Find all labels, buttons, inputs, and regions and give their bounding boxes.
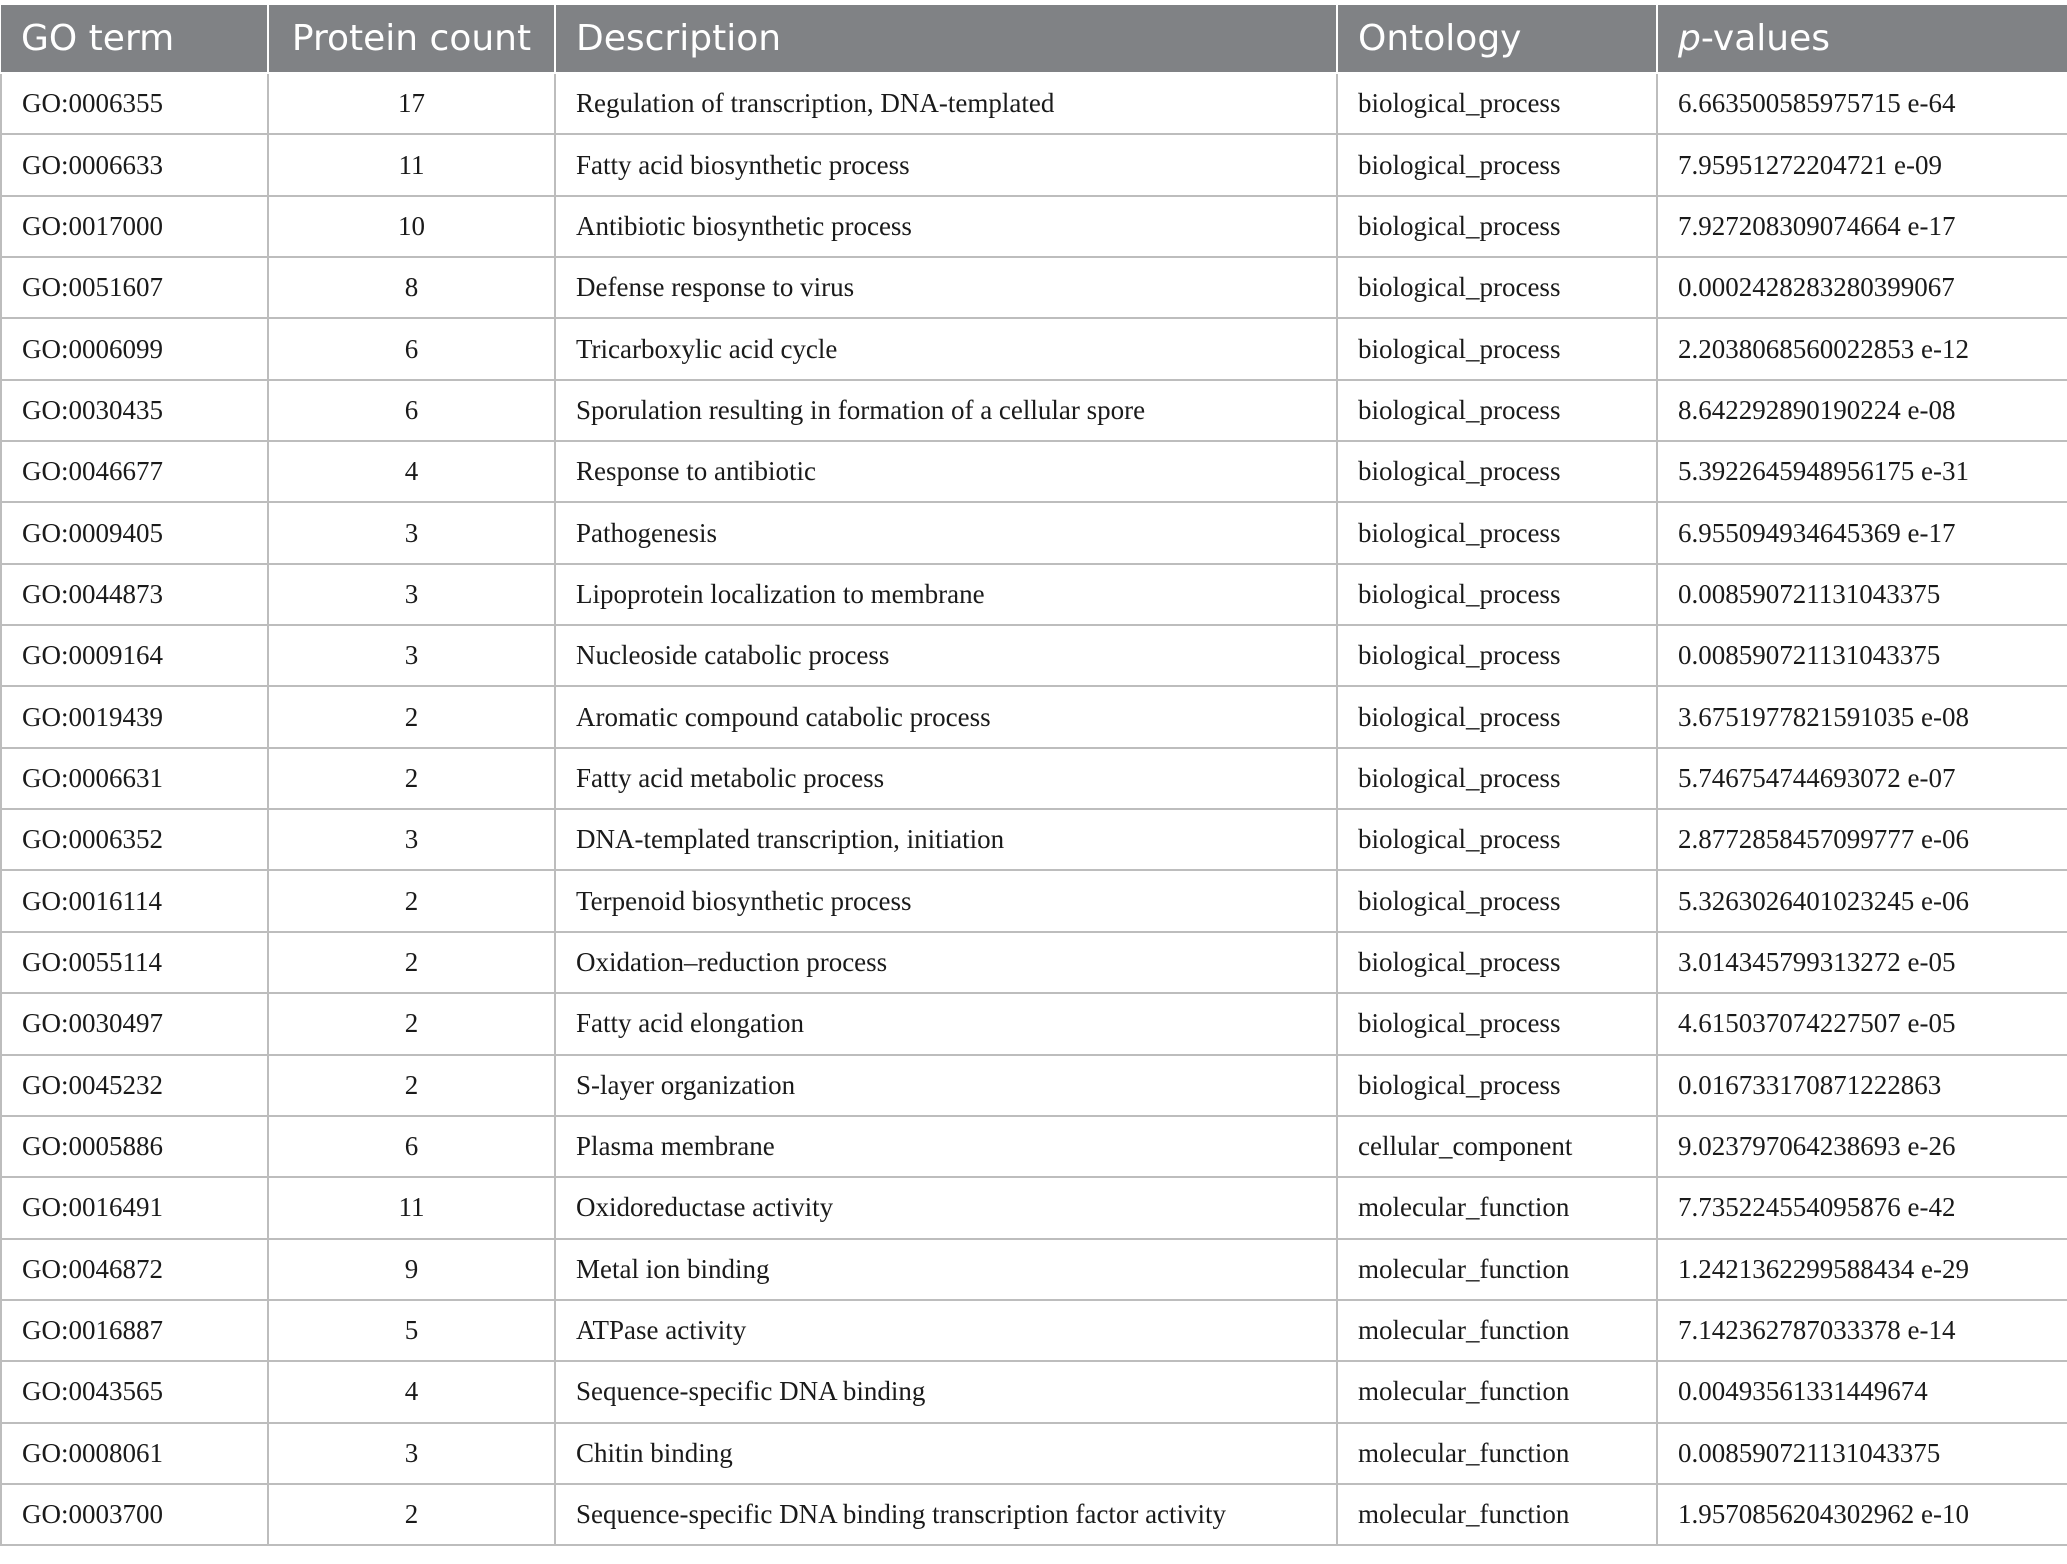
header-protein-count: Protein count: [268, 5, 555, 73]
cell-ontology: cellular_component: [1337, 1116, 1657, 1177]
cell-go-term: GO:0009164: [1, 625, 268, 686]
cell-ontology: biological_process: [1337, 380, 1657, 441]
cell-protein-count: 6: [268, 1116, 555, 1177]
cell-go-term: GO:0016887: [1, 1300, 268, 1361]
cell-p-value: 0.0002428283280399067: [1657, 257, 2067, 318]
cell-p-value: 8.642292890190224 e-08: [1657, 380, 2067, 441]
table-row: [1, 1116, 2067, 1177]
cell-p-value: 1.9570856204302962 e-10: [1657, 1484, 2067, 1545]
table-row: [1, 196, 2067, 257]
cell-description: Tricarboxylic acid cycle: [555, 318, 1337, 379]
table-row: [1, 564, 2067, 625]
cell-p-value: 0.008590721131043375: [1657, 1423, 2067, 1484]
cell-go-term: GO:0006099: [1, 318, 268, 379]
header-ontology: Ontology: [1337, 5, 1657, 73]
header-go-term: GO term: [1, 5, 268, 73]
cell-go-term: GO:0016491: [1, 1177, 268, 1238]
table-row: [1, 809, 2067, 870]
table-row: [1, 441, 2067, 502]
cell-description: Lipoprotein localization to membrane: [555, 564, 1337, 625]
table-body: [1, 73, 2067, 1545]
table-row: [1, 134, 2067, 195]
table-row: [1, 993, 2067, 1054]
table-row: [1, 318, 2067, 379]
cell-p-value: 6.955094934645369 e-17: [1657, 502, 2067, 563]
cell-p-value: 1.2421362299588434 e-29: [1657, 1239, 2067, 1300]
cell-go-term: GO:0008061: [1, 1423, 268, 1484]
cell-protein-count: 11: [268, 1177, 555, 1238]
cell-go-term: GO:0009405: [1, 502, 268, 563]
cell-go-term: GO:0045232: [1, 1055, 268, 1116]
cell-description: Response to antibiotic: [555, 441, 1337, 502]
cell-go-term: GO:0006352: [1, 809, 268, 870]
cell-protein-count: 2: [268, 748, 555, 809]
cell-description: Plasma membrane: [555, 1116, 1337, 1177]
cell-ontology: molecular_function: [1337, 1484, 1657, 1545]
cell-protein-count: 2: [268, 1484, 555, 1545]
table-row: [1, 1423, 2067, 1484]
cell-description: Nucleoside catabolic process: [555, 625, 1337, 686]
cell-p-value: 0.00493561331449674: [1657, 1361, 2067, 1422]
cell-protein-count: 3: [268, 809, 555, 870]
cell-go-term: GO:0030497: [1, 993, 268, 1054]
cell-description: Oxidation–reduction process: [555, 932, 1337, 993]
table-row: [1, 686, 2067, 747]
cell-protein-count: 6: [268, 318, 555, 379]
cell-protein-count: 8: [268, 257, 555, 318]
table-row: [1, 1361, 2067, 1422]
cell-p-value: 5.746754744693072 e-07: [1657, 748, 2067, 809]
cell-go-term: GO:0046872: [1, 1239, 268, 1300]
table-row: [1, 1055, 2067, 1116]
cell-description: S-layer organization: [555, 1055, 1337, 1116]
cell-description: Regulation of transcription, DNA-templated: [555, 73, 1337, 134]
cell-description: Sequence-specific DNA binding: [555, 1361, 1337, 1422]
header-row: [1, 5, 2067, 73]
cell-go-term: GO:0005886: [1, 1116, 268, 1177]
cell-protein-count: 10: [268, 196, 555, 257]
cell-ontology: biological_process: [1337, 809, 1657, 870]
cell-description: ATPase activity: [555, 1300, 1337, 1361]
cell-p-value: 7.142362787033378 e-14: [1657, 1300, 2067, 1361]
cell-ontology: molecular_function: [1337, 1423, 1657, 1484]
cell-go-term: GO:0046677: [1, 441, 268, 502]
cell-p-value: 3.6751977821591035 e-08: [1657, 686, 2067, 747]
cell-go-term: GO:0006355: [1, 73, 268, 134]
cell-ontology: molecular_function: [1337, 1239, 1657, 1300]
cell-ontology: molecular_function: [1337, 1361, 1657, 1422]
cell-go-term: GO:0030435: [1, 380, 268, 441]
cell-ontology: biological_process: [1337, 441, 1657, 502]
cell-p-value: 7.735224554095876 e-42: [1657, 1177, 2067, 1238]
cell-ontology: biological_process: [1337, 502, 1657, 563]
cell-p-value: 7.927208309074664 e-17: [1657, 196, 2067, 257]
cell-p-value: 9.023797064238693 e-26: [1657, 1116, 2067, 1177]
cell-description: Fatty acid biosynthetic process: [555, 134, 1337, 195]
table-row: [1, 1177, 2067, 1238]
cell-description: Defense response to virus: [555, 257, 1337, 318]
cell-description: Fatty acid elongation: [555, 993, 1337, 1054]
cell-ontology: biological_process: [1337, 686, 1657, 747]
table-row: [1, 1484, 2067, 1545]
cell-p-value: 0.008590721131043375: [1657, 625, 2067, 686]
cell-protein-count: 2: [268, 993, 555, 1054]
cell-ontology: biological_process: [1337, 196, 1657, 257]
cell-p-value: 5.3263026401023245 e-06: [1657, 870, 2067, 931]
cell-protein-count: 6: [268, 380, 555, 441]
table-row: [1, 870, 2067, 931]
cell-protein-count: 5: [268, 1300, 555, 1361]
cell-go-term: GO:0006633: [1, 134, 268, 195]
cell-ontology: biological_process: [1337, 625, 1657, 686]
cell-go-term: GO:0019439: [1, 686, 268, 747]
cell-p-value: 2.2038068560022853 e-12: [1657, 318, 2067, 379]
table-row: [1, 502, 2067, 563]
cell-ontology: biological_process: [1337, 1055, 1657, 1116]
cell-ontology: biological_process: [1337, 564, 1657, 625]
cell-go-term: GO:0006631: [1, 748, 268, 809]
header-p-values: [1657, 5, 2067, 73]
cell-go-term: GO:0055114: [1, 932, 268, 993]
cell-protein-count: 2: [268, 932, 555, 993]
cell-p-value: 4.615037074227507 e-05: [1657, 993, 2067, 1054]
table-header: [1, 5, 2067, 73]
cell-protein-count: 3: [268, 625, 555, 686]
table-row: [1, 73, 2067, 134]
table-row: [1, 625, 2067, 686]
table-row: [1, 380, 2067, 441]
cell-description: Aromatic compound catabolic process: [555, 686, 1337, 747]
table-row: [1, 1239, 2067, 1300]
cell-ontology: molecular_function: [1337, 1300, 1657, 1361]
header-p-values-italic: p: [1678, 18, 1701, 59]
cell-description: Sequence-specific DNA binding transcription factor activity: [555, 1484, 1337, 1545]
cell-description: Pathogenesis: [555, 502, 1337, 563]
cell-p-value: 0.008590721131043375: [1657, 564, 2067, 625]
cell-description: Oxidoreductase activity: [555, 1177, 1337, 1238]
cell-ontology: biological_process: [1337, 257, 1657, 318]
table-row: [1, 932, 2067, 993]
cell-ontology: biological_process: [1337, 932, 1657, 993]
cell-go-term: GO:0044873: [1, 564, 268, 625]
header-p-values-suffix: -values: [1700, 18, 1830, 59]
cell-description: Antibiotic biosynthetic process: [555, 196, 1337, 257]
cell-p-value: 6.663500585975715 e-64: [1657, 73, 2067, 134]
cell-ontology: molecular_function: [1337, 1177, 1657, 1238]
cell-description: Metal ion binding: [555, 1239, 1337, 1300]
cell-p-value: 7.95951272204721 e-09: [1657, 134, 2067, 195]
cell-description: Fatty acid metabolic process: [555, 748, 1337, 809]
cell-protein-count: 4: [268, 1361, 555, 1422]
cell-description: Chitin binding: [555, 1423, 1337, 1484]
table-row: [1, 1300, 2067, 1361]
cell-description: DNA-templated transcription, initiation: [555, 809, 1337, 870]
cell-go-term: GO:0003700: [1, 1484, 268, 1545]
cell-ontology: biological_process: [1337, 748, 1657, 809]
cell-protein-count: 4: [268, 441, 555, 502]
cell-protein-count: 2: [268, 1055, 555, 1116]
cell-protein-count: 3: [268, 1423, 555, 1484]
cell-protein-count: 17: [268, 73, 555, 134]
cell-p-value: 5.3922645948956175 e-31: [1657, 441, 2067, 502]
cell-protein-count: 11: [268, 134, 555, 195]
cell-ontology: biological_process: [1337, 993, 1657, 1054]
cell-description: Terpenoid biosynthetic process: [555, 870, 1337, 931]
cell-p-value: 2.8772858457099777 e-06: [1657, 809, 2067, 870]
cell-protein-count: 2: [268, 686, 555, 747]
cell-ontology: biological_process: [1337, 134, 1657, 195]
cell-protein-count: 3: [268, 502, 555, 563]
cell-ontology: biological_process: [1337, 318, 1657, 379]
cell-ontology: biological_process: [1337, 73, 1657, 134]
cell-go-term: GO:0017000: [1, 196, 268, 257]
cell-go-term: GO:0016114: [1, 870, 268, 931]
header-description: Description: [555, 5, 1337, 73]
cell-protein-count: 9: [268, 1239, 555, 1300]
cell-protein-count: 2: [268, 870, 555, 931]
cell-p-value: 0.016733170871222863: [1657, 1055, 2067, 1116]
cell-go-term: GO:0043565: [1, 1361, 268, 1422]
cell-go-term: GO:0051607: [1, 257, 268, 318]
table-row: [1, 748, 2067, 809]
cell-ontology: biological_process: [1337, 870, 1657, 931]
cell-p-value: 3.014345799313272 e-05: [1657, 932, 2067, 993]
table-row: [1, 257, 2067, 318]
go-enrichment-table: [0, 5, 2067, 1546]
cell-protein-count: 3: [268, 564, 555, 625]
cell-description: Sporulation resulting in formation of a cellular spore: [555, 380, 1337, 441]
